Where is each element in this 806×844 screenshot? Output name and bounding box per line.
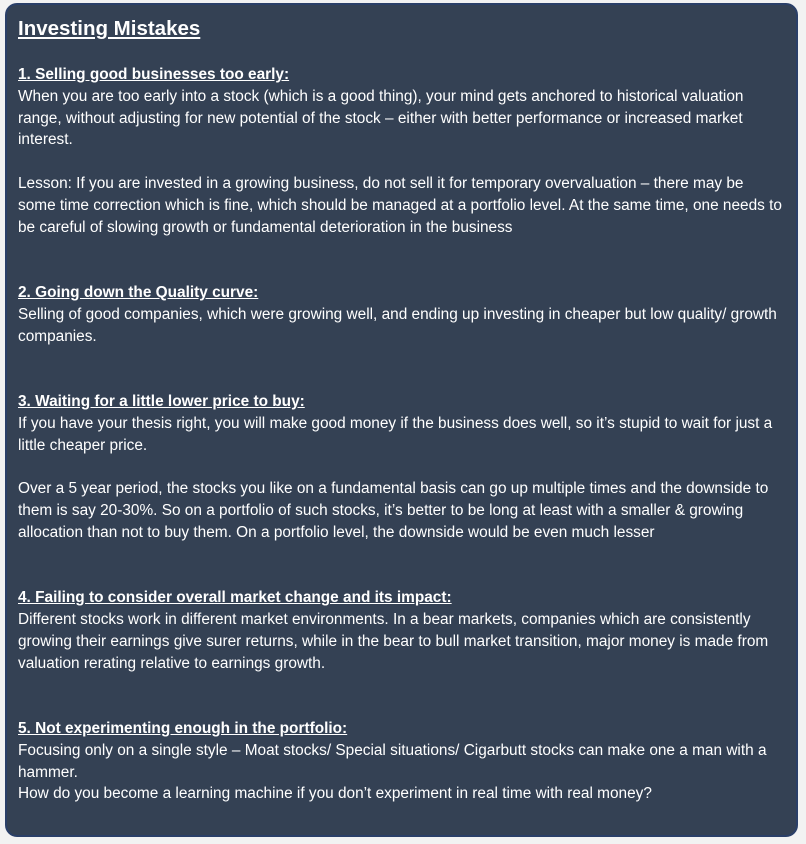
paragraph: Over a 5 year period, the stocks you like on a fundamental basis can go up multiple times and the downside to them is say 20-30%. So on a portfolio of such stocks, it’s better to be long at least with a smaller & growing allocation than not to buy them. On a portfolio level, the downside would be even much lesser [18, 480, 769, 541]
section-heading: 3. Waiting for a little lower price to buy: [18, 392, 305, 410]
paragraph: If you have your thesis right, you will make good money if the business does well, so it’s stupid to wait for just a little cheaper price. [18, 414, 773, 454]
paragraph: Lesson: If you are invested in a growing business, do not sell it for temporary overvaluation – there may be some time correction which is fine, which should be managed at a portfolio level. At the same time, one needs to be careful of slowing growth or fundamental deterioration in the business [18, 174, 782, 236]
section-3 [18, 391, 785, 544]
content-card [5, 3, 798, 837]
section-heading: 5. Not experimenting enough in the portfolio: [18, 719, 348, 737]
page-title: Investing Mistakes [18, 17, 201, 40]
section-heading: 4. Failing to consider overall market change and its impact: [18, 589, 452, 607]
section-1 [18, 64, 785, 238]
paragraph: How do you become a learning machine if you don’t experiment in real time with real money? [18, 785, 652, 803]
section-2 [18, 282, 785, 347]
section-heading: 2. Going down the Quality curve: [18, 283, 259, 301]
section-5 [18, 718, 785, 805]
paragraph: Different stocks work in different market environments. In a bear markets, companies which are consistently growing their earnings give surer returns, while in the bear to bull market transition, major money is made from valuation rerating relative to earnings growth. [18, 610, 769, 672]
section-4 [18, 587, 785, 674]
paragraph: When you are too early into a stock (which is a good thing), your mind gets anchored to historical valuation range, without adjusting for new potential of the stock – either with better performance or increased market interest. [18, 87, 744, 149]
paragraph: Focusing only on a single style – Moat stocks/ Special situations/ Cigarbutt stocks can make one a man with a hammer. [18, 741, 767, 781]
section-heading: 1. Selling good businesses too early: [18, 66, 290, 83]
paragraph: Selling of good companies, which were growing well, and ending up investing in cheaper but low quality/ growth companies. [18, 305, 777, 345]
